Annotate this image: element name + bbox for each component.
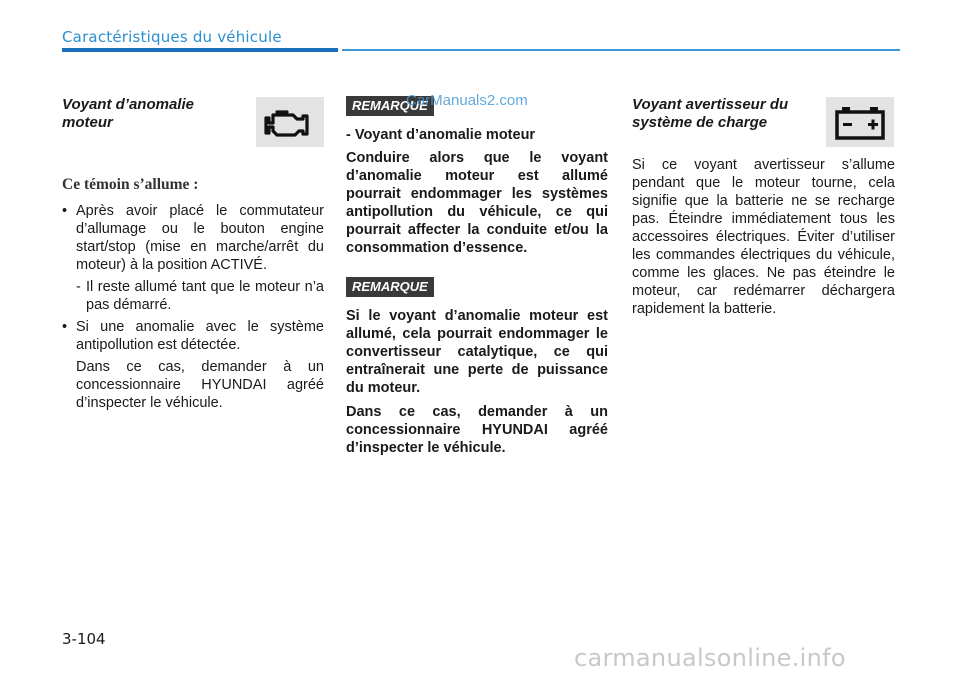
bullet-text: Si une anomalie avec le système antipollution est détectée. <box>76 319 324 353</box>
column-charging-warning <box>632 96 895 318</box>
list-item-dash-1 <box>62 278 324 314</box>
paragraph-dealer: Dans ce cas, demander à un concessionnaire HYUNDAI agréé d’inspecter le véhicule. <box>76 359 324 411</box>
section-title-charging: Voyant avertisseur du système de charge <box>632 96 789 131</box>
remarque-label-1: REMARQUE <box>346 96 434 116</box>
header-rule-light <box>342 49 900 51</box>
list-item-bullet-2 <box>62 318 324 354</box>
remarque-subtitle: - Voyant d’anomalie moteur <box>346 127 536 143</box>
column-remarks <box>346 96 608 457</box>
remarque-text-3: Dans ce cas, demander à un concessionnaire HYUNDAI agréé d’inspecter le véhicule. <box>346 404 608 456</box>
watermark-bottom: carmanualsonline.info <box>574 644 846 672</box>
bullet-dot: • <box>62 203 68 219</box>
bullet-dot: • <box>62 319 68 335</box>
section-header-title: Caractéristiques du véhicule <box>62 28 282 46</box>
section-title-engine: Voyant d’anomalie moteur <box>62 96 194 131</box>
header-rule-dark <box>62 48 338 52</box>
remarque-label-2: REMARQUE <box>346 277 434 297</box>
watermark-top: CarManuals2.com <box>406 92 528 109</box>
page-number: 3-104 <box>62 630 106 648</box>
remarque-text-2: Si le voyant d’anomalie moteur est allumé, cela pourrait endommager le convertisseur catalytique, ce qui entraînerait une perte de puissance du moteur. <box>346 308 608 396</box>
paragraph-charging: Si ce voyant avertisseur s’allume pendant que le moteur tourne, cela signifie que la batterie ne se recharge pas. Éteindre immédiatement tous les accessoires électriques. Éviter d’utiliser les commandes électriques du véhicule, comme les glaces. Ne pas éteindre le moteur, car redémarrer déchargera rapidement la batterie. <box>632 157 895 317</box>
dash-text: Il reste allumé tant que le moteur n’a pas démarré. <box>86 279 324 313</box>
subheading-illumination: Ce témoin s’allume : <box>62 176 199 193</box>
column-engine-warning <box>62 96 324 412</box>
list-item-bullet-1 <box>62 202 324 274</box>
bullet-text: Après avoir placé le commutateur d’allumage ou le bouton engine start/stop (mise en marche/arrêt du moteur) à la position ACTIVÉ. <box>76 203 324 273</box>
remarque-text-1: Conduire alors que le voyant d’anomalie moteur est allumé pourrait endommager les systèmes antipollution du véhicule, ce qui pourrait affecter la conduite et/ou la consommation d’essence. <box>346 150 608 256</box>
dash-mark: - <box>76 279 81 295</box>
